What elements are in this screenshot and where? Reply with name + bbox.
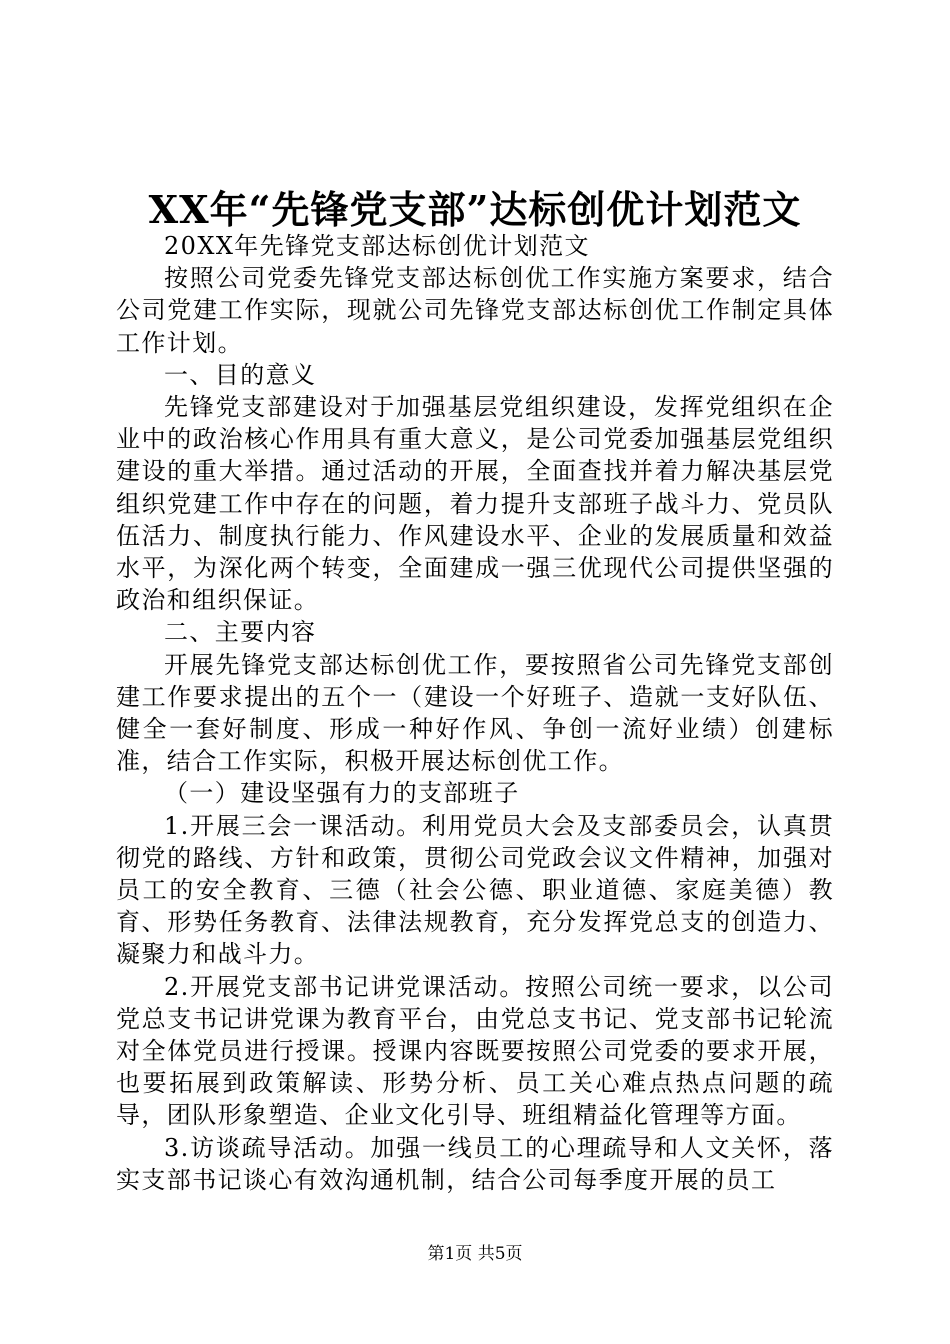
- page-footer: 第1页 共5页: [427, 1244, 523, 1264]
- paragraph-subtitle: 20XX年先锋党支部达标创优计划范文: [164, 232, 590, 260]
- subsection-heading-team: （一）建设坚强有力的支部班子: [164, 779, 520, 808]
- paragraph-content: 开展先锋党支部达标创优工作，要按照省公司先锋党支部创建工作要求提出的五个一（建设一个好班子、造就一支好队伍、健全一套好制度、形成一种好作风、争创一流好业绩）创建标准，结合工作实际，积极开展达标创优工作。: [116, 650, 834, 776]
- document-title: XX年“先锋党支部”达标创优计划范文: [148, 187, 802, 232]
- paragraph-purpose: 先锋党支部建设对于加强基层党组织建设，发挥党组织在企业中的政治核心作用具有重大意义，是公司党委加强基层党组织建设的重大举措。通过活动的开展，全面查找并着力解决基层党组织党建工作中存在的问题，着力提升支部班子战斗力、党员队伍活力、制度执行能力、作风建设水平、企业的发展质量和效益水平，为深化两个转变，全面建成一强三优现代公司提供坚强的政治和组织保证。: [116, 393, 834, 615]
- paragraph-item-2: 2.开展党支部书记讲党课活动。按照公司统一要求，以公司党总支书记讲党课为教育平台，由党总支书记、党支部书记轮流对全体党员进行授课。授课内容既要按照公司党委的要求开展，也要拓展到政策解读、形势分析、员工关心难点热点问题的疏导，团队形象塑造、企业文化引导、班组精益化管理等方面。: [116, 972, 834, 1130]
- paragraph-item-3: 3.访谈疏导活动。加强一线员工的心理疏导和人文关怀，落实支部书记谈心有效沟通机制，结合公司每季度开展的员工: [116, 1133, 834, 1194]
- paragraph-item-1: 1.开展三会一课活动。利用党员大会及支部委员会，认真贯彻党的路线、方针和政策，贯彻公司党政会议文件精神，加强对员工的安全教育、三德（社会公德、职业道德、家庭美德）教育、形势任务教育、法律法规教育，充分发挥党总支的创造力、凝聚力和战斗力。: [116, 811, 834, 969]
- document-body: [116, 230, 834, 1196]
- paragraph-intro: 按照公司党委先锋党支部达标创优工作实施方案要求，结合公司党建工作实际，现就公司先锋党支部达标创优工作制定具体工作计划。: [116, 264, 834, 357]
- section-heading-purpose: 一、目的意义: [164, 360, 317, 389]
- section-heading-content: 二、主要内容: [164, 618, 317, 647]
